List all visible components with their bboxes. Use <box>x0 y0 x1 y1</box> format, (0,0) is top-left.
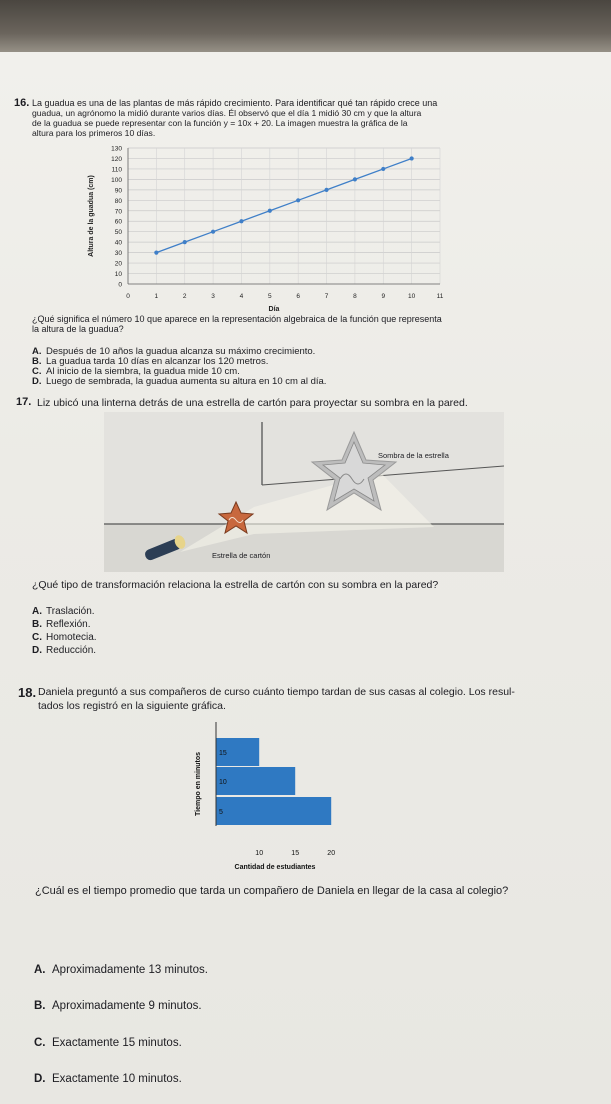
x-tick-label-0: 0 <box>126 293 130 300</box>
data-point-6 <box>324 188 328 192</box>
question-18-option-c[interactable]: C. Exactamente 15 minutos. <box>34 1037 182 1049</box>
question-16-option-c[interactable]: C. Al inicio de la siembra, la guadua mide 10 cm. <box>32 366 240 377</box>
flashlight-star-illustration <box>104 412 504 572</box>
question-18-line-2: tados los registró en la siguiente gráfica. <box>38 700 226 712</box>
series-line <box>156 158 411 252</box>
question-16-number: 16. <box>14 97 30 109</box>
x-tick-label-10: 10 <box>255 850 264 857</box>
x-tick-label-6: 6 <box>296 293 300 300</box>
question-18-option-b[interactable]: B. Aproximadamente 9 minutos. <box>34 1000 202 1012</box>
x-tick-label-10: 10 <box>408 293 416 300</box>
y-tick-label-9: 90 <box>114 187 122 195</box>
x-tick-label-3: 3 <box>211 293 215 300</box>
x-tick-label-4: 4 <box>239 293 244 300</box>
question-18-line-1: Daniela preguntó a sus compañeros de curso cuánto tiempo tardan de sus casas al colegio. Los resul- <box>38 686 515 698</box>
question-16-prompt-line-1: ¿Qué significa el número 10 que aparece en la representación algebraica de la función que representa <box>32 314 442 324</box>
question-17-option-b[interactable]: B. Reflexión. <box>32 619 91 630</box>
y-tick-label-12: 120 <box>111 155 122 163</box>
question-16-line-3: de la guadua se puede representar con la función y = 10x + 20. La imagen muestra la gráfica de la <box>32 118 408 128</box>
data-point-0 <box>154 251 158 255</box>
data-point-1 <box>183 240 187 244</box>
y-tick-label-15: 15 <box>219 750 227 757</box>
question-17-option-d[interactable]: D. Reducción. <box>32 645 97 656</box>
y-tick-label-7: 70 <box>114 208 122 216</box>
data-point-4 <box>268 209 272 213</box>
question-18-prompt: ¿Cuál es el tiempo promedio que tarda un compañero de Daniela en llegar de la casa al colegio? <box>35 885 509 897</box>
y-tick-label-2: 20 <box>114 260 122 268</box>
cardboard-star-label: Estrella de cartón <box>212 551 271 560</box>
data-point-2 <box>211 230 215 234</box>
question-18-number: 18. <box>18 685 37 700</box>
y-axis-title: Tiempo en minutos <box>195 751 202 817</box>
question-16-option-d[interactable]: D. Luego de sembrada, la guadua aumenta su altura en 10 cm al día. <box>32 376 327 387</box>
x-tick-label-2: 2 <box>182 293 187 300</box>
x-axis-title: Cantidad de estudiantes <box>234 864 316 871</box>
y-tick-label-10: 10 <box>219 779 227 786</box>
question-16-line-2: guadua, un agrónomo la midió durante varios días. Él observó que el día 1 midió 30 cm y que la altura <box>32 108 422 118</box>
question-16-option-a[interactable]: A. Después de 10 años la guadua alcanza su máximo crecimiento. <box>32 346 316 357</box>
question-16-line-1: La guadua es una de las plantas de más rápido crecimiento. Para identificar qué tan rápido crece una <box>32 98 438 108</box>
x-tick-label-20: 20 <box>327 850 336 857</box>
data-point-9 <box>410 156 414 160</box>
x-tick-label-15: 15 <box>291 850 300 857</box>
question-17-option-c[interactable]: C. Homotecia. <box>32 632 97 643</box>
y-tick-label-1: 10 <box>114 271 122 279</box>
shadow-label: Sombra de la estrella <box>378 451 449 460</box>
guadua-height-line-chart <box>80 140 470 320</box>
question-16-prompt-line-2: la altura de la guadua? <box>32 324 124 334</box>
x-tick-label-1: 1 <box>154 293 159 300</box>
x-tick-label-11: 11 <box>436 293 444 300</box>
data-point-8 <box>381 167 385 171</box>
y-tick-label-5: 50 <box>114 229 122 237</box>
question-17-prompt: ¿Qué tipo de transformación relaciona la estrella de cartón con su sombra en la pared? <box>32 579 439 591</box>
data-point-5 <box>296 198 300 202</box>
background-photo-edge <box>0 0 611 60</box>
question-16-option-b[interactable]: B. La guadua tarda 10 días en alcanzar los 120 metros. <box>32 356 269 367</box>
x-tick-label-8: 8 <box>353 293 357 300</box>
question-18-option-d[interactable]: D. Exactamente 10 minutos. <box>34 1073 182 1085</box>
data-point-3 <box>239 219 243 223</box>
bar-10-minutes <box>216 767 295 795</box>
question-18-option-a[interactable]: A. Aproximadamente 13 minutos. <box>34 964 208 976</box>
question-17-statement: Liz ubicó una linterna detrás de una estrella de cartón para proyectar su sombra en la pared. <box>37 397 468 409</box>
x-tick-label-9: 9 <box>381 293 386 300</box>
y-tick-label-3: 30 <box>114 250 122 258</box>
question-17-option-a[interactable]: A. Traslación. <box>32 606 95 617</box>
data-point-7 <box>353 177 357 181</box>
y-tick-label-10: 100 <box>111 176 122 184</box>
x-tick-label-5: 5 <box>268 293 272 300</box>
y-tick-label-11: 110 <box>111 166 122 174</box>
y-tick-label-8: 80 <box>114 197 122 205</box>
question-16-line-4: altura para los primeros 10 días. <box>32 128 156 138</box>
y-tick-label-6: 60 <box>114 218 122 226</box>
x-axis-title: Día <box>268 306 280 313</box>
y-tick-label-5: 5 <box>219 809 223 816</box>
question-17-number: 17. <box>16 396 32 408</box>
bar-5-minutes <box>216 797 331 825</box>
travel-time-bar-chart <box>180 722 350 887</box>
y-tick-label-4: 40 <box>114 239 122 247</box>
x-tick-label-7: 7 <box>324 293 329 300</box>
y-axis-title: Altura de la guadua (cm) <box>88 175 95 257</box>
y-tick-label-0: 0 <box>118 281 122 289</box>
y-tick-label-13: 130 <box>111 145 122 153</box>
